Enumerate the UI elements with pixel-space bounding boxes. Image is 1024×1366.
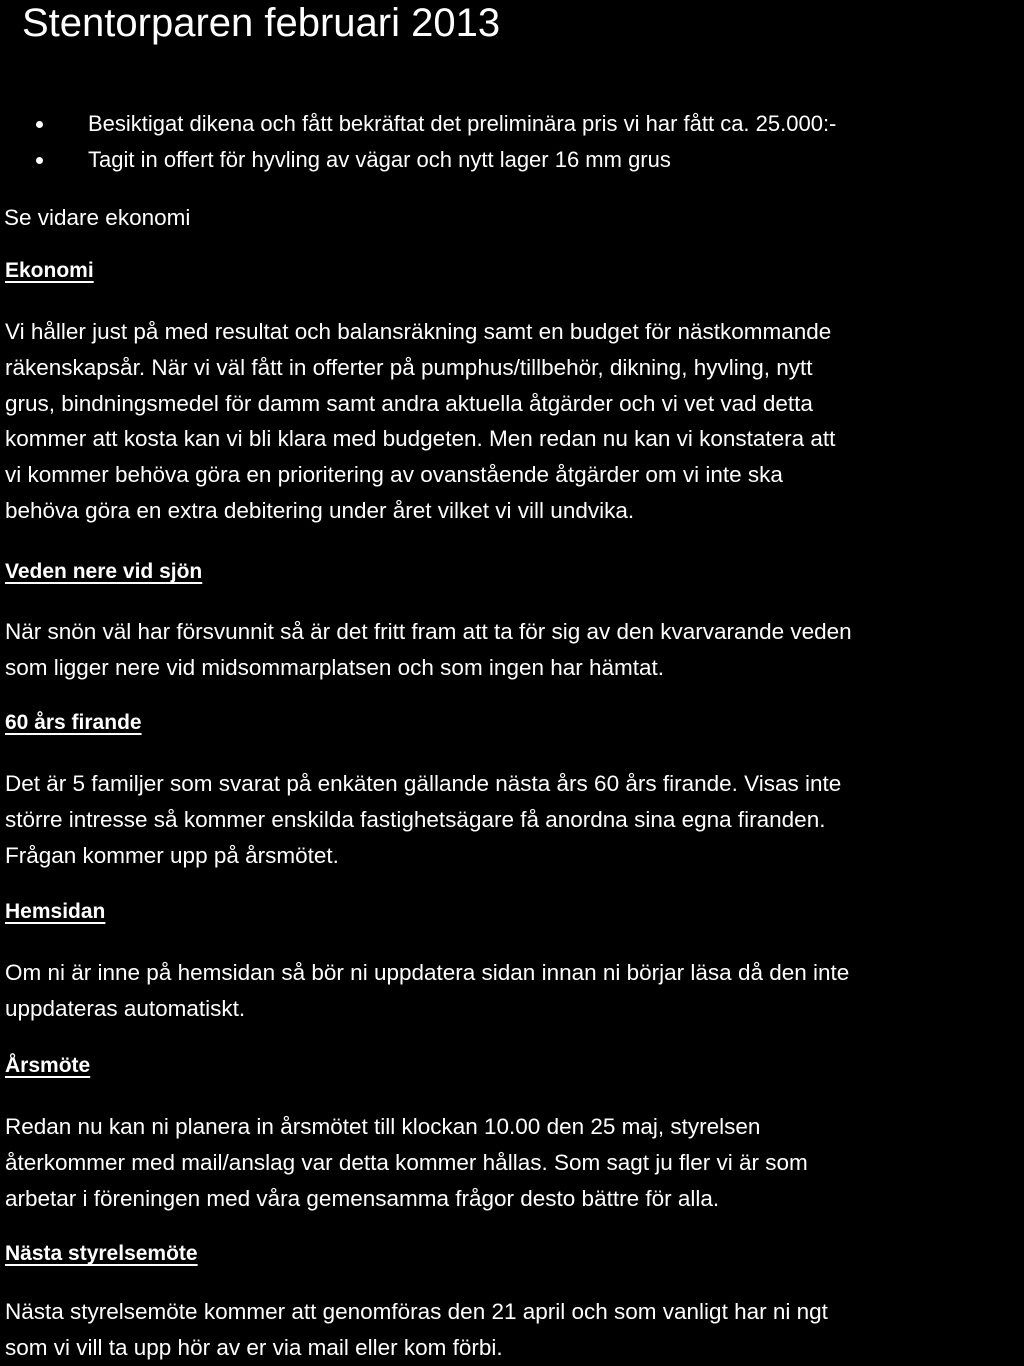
section-heading-60-ars-firande: 60 års firande [5,711,142,734]
list-item [36,106,836,142]
list-item [36,142,836,178]
section-body-veden [5,614,1024,686]
paragraph-line: kommer att kosta kan vi bli klara med budgeten. Men redan nu kan vi konstatera att [5,426,836,452]
page-title: Stentorparen februari 2013 [22,1,501,45]
bullet-text: Tagit in offert för hyvling av vägar och nytt lager 16 mm grus [88,147,671,172]
section-heading-nasta-styrelsemote: Nästa styrelsemöte [5,1242,198,1265]
paragraph-line: Nästa styrelsemöte kommer att genomföras den 21 april och som vanligt har ni ngt [5,1299,828,1324]
section-heading-ekonomi: Ekonomi [5,259,94,282]
bullet-icon [36,121,43,128]
section-heading-hemsidan: Hemsidan [5,900,106,923]
bullet-list [36,106,836,178]
paragraph-line: uppdateras automatiskt. [5,995,246,1021]
paragraph-line: vi kommer behöva göra en prioritering av ovanstående åtgärder om vi inte ska [5,462,783,488]
section-body-hemsidan [5,955,1024,1027]
paragraph-line: som ligger nere vid midsommarplatsen och som ingen har hämtat. [5,654,665,680]
paragraph-line: arbetar i föreningen med våra gemensamma frågor desto bättre för alla. [5,1185,720,1211]
paragraph-line: Om ni är inne på hemsidan så bör ni uppdatera sidan innan ni börjar läsa då den inte [5,960,850,985]
paragraph-line: grus, bindningsmedel för damm samt andra aktuella åtgärder och vi vet vad detta [5,390,813,416]
paragraph-line: När snön väl har försvunnit så är det fritt fram att ta för sig av den kvarvarande veden [5,619,852,644]
paragraph-line: Det är 5 familjer som svarat på enkäten gällande nästa års 60 års firande. Visas inte [5,771,842,796]
paragraph-line: större intresse så kommer enskilda fastighetsägare få anordna sina egna firanden. [5,806,826,832]
section-body-ekonomi [5,314,1024,529]
see-more-text: Se vidare ekonomi [4,205,191,230]
bullet-text: Besiktigat dikena och fått bekräftat det preliminära pris vi har fått ca. 25.000:- [88,111,837,136]
paragraph-line: Frågan kommer upp på årsmötet. [5,842,339,868]
section-body-60-ars-firande [5,766,1024,873]
section-heading-veden: Veden nere vid sjön [5,560,203,583]
section-heading-arsmote: Årsmöte [5,1054,91,1077]
section-body-arsmote [5,1109,1024,1216]
paragraph-line: Vi håller just på med resultat och balansräkning samt en budget för nästkommande [5,319,832,344]
paragraph-line: Redan nu kan ni planera in årsmötet till klockan 10.00 den 25 maj, styrelsen [5,1114,761,1139]
bullet-icon [36,157,43,164]
paragraph-line: räkenskapsår. När vi väl fått in offerter på pumphus/tillbehör, dikning, hyvling, nytt [5,354,813,380]
section-body-nasta-styrelsemote [5,1294,1024,1366]
paragraph-line: återkommer med mail/anslag var detta kommer hållas. Som sagt ju fler vi är som [5,1149,808,1175]
paragraph-line: som vi vill ta upp hör av er via mail eller kom förbi. [5,1334,503,1360]
paragraph-line: behöva göra en extra debitering under året vilket vi vill undvika. [5,497,635,523]
